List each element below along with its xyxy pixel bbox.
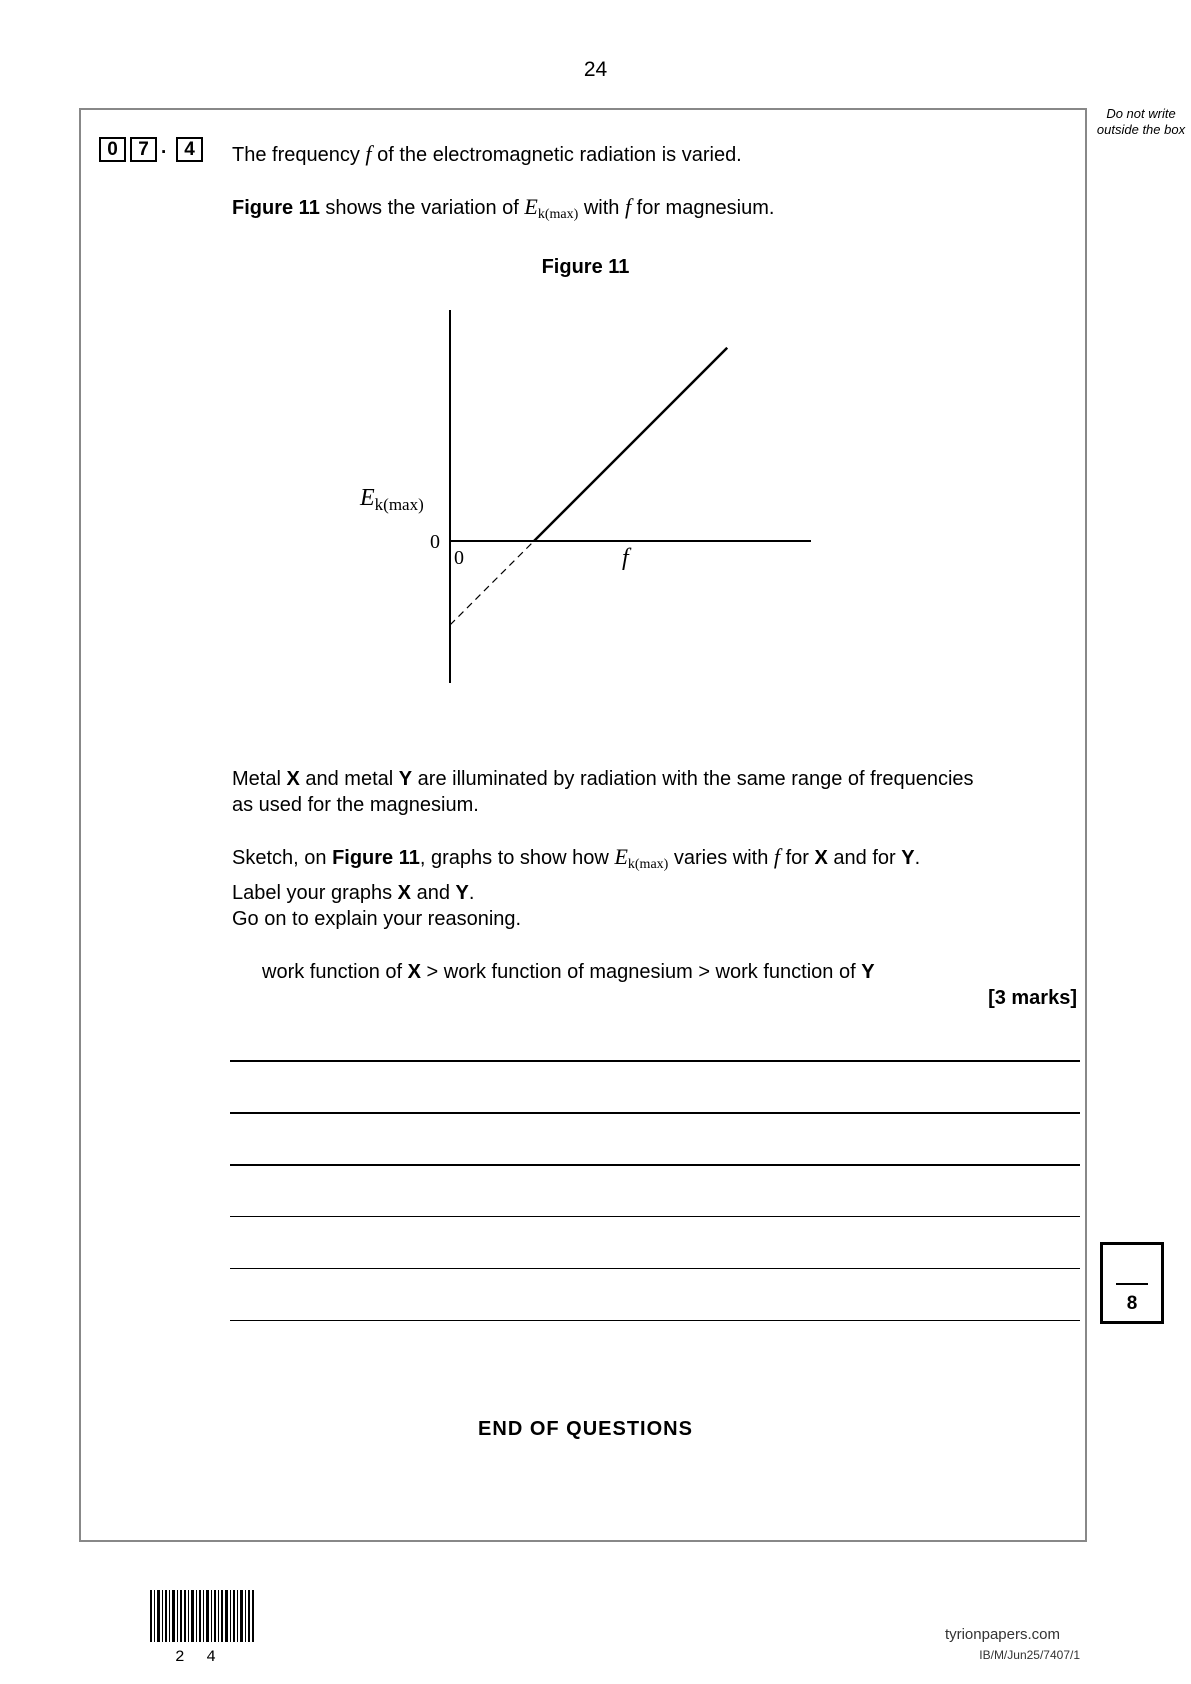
answer-line[interactable] (230, 1112, 1080, 1114)
y-axis-label: $E_{k(max)}$ (360, 485, 424, 514)
magnesium-line (534, 348, 727, 541)
paragraph-explain: Go on to explain your reasoning. (232, 908, 522, 930)
answer-line[interactable] (230, 1164, 1080, 1166)
y-origin-label: 0 (430, 531, 440, 553)
page-number: 24 (583, 58, 608, 81)
barcode (150, 1590, 260, 1646)
work-function-statement: work function of X > work function of magnesium > work function of Y (262, 961, 875, 983)
figure-reference-sentence: Figure 11 shows the variation of $E_{k(max)}$ with f for magnesium. (232, 194, 775, 222)
question-number-digit-1: 0 (99, 137, 126, 162)
answer-line[interactable] (230, 1216, 1080, 1217)
figure-title: Figure 11 (541, 256, 630, 278)
answer-line[interactable] (230, 1268, 1080, 1269)
paragraph-sketch: Sketch, on Figure 11, graphs to show how $E_{k(max)}$ varies with f for X and for Y. (232, 844, 921, 872)
paragraph-metals: Metal X and metal Y are illuminated by radiation with the same range of frequencies as used for the magnesium. (232, 768, 974, 816)
mark-total-box (1100, 1242, 1164, 1324)
answer-line[interactable] (230, 1320, 1080, 1321)
x-axis-label: f (622, 545, 629, 571)
question-number-dot: . (161, 137, 167, 158)
margin-note: Do not write outside the box (1096, 106, 1186, 137)
end-of-questions: END OF QUESTIONS (478, 1418, 693, 1440)
paragraph-label: Label your graphs X and Y. (232, 882, 475, 904)
marks-label: [3 marks] (988, 987, 1077, 1009)
question-part-digit: 4 (176, 137, 203, 162)
answer-line[interactable] (230, 1060, 1080, 1062)
footer-code: IB/M/Jun25/7407/1 (979, 1648, 1080, 1662)
figure-11-chart (330, 300, 830, 700)
question-number-digit-2: 7 (130, 137, 157, 162)
mark-total: 8 (1126, 1293, 1138, 1314)
footer-site: tyrionpapers.com (944, 1626, 1060, 1643)
question-intro: The frequency f of the electromagnetic radiation is varied. (232, 141, 742, 166)
barcode-number: 2 4 (175, 1648, 222, 1666)
mark-total-divider (1116, 1283, 1148, 1285)
x-origin-label: 0 (454, 547, 464, 569)
